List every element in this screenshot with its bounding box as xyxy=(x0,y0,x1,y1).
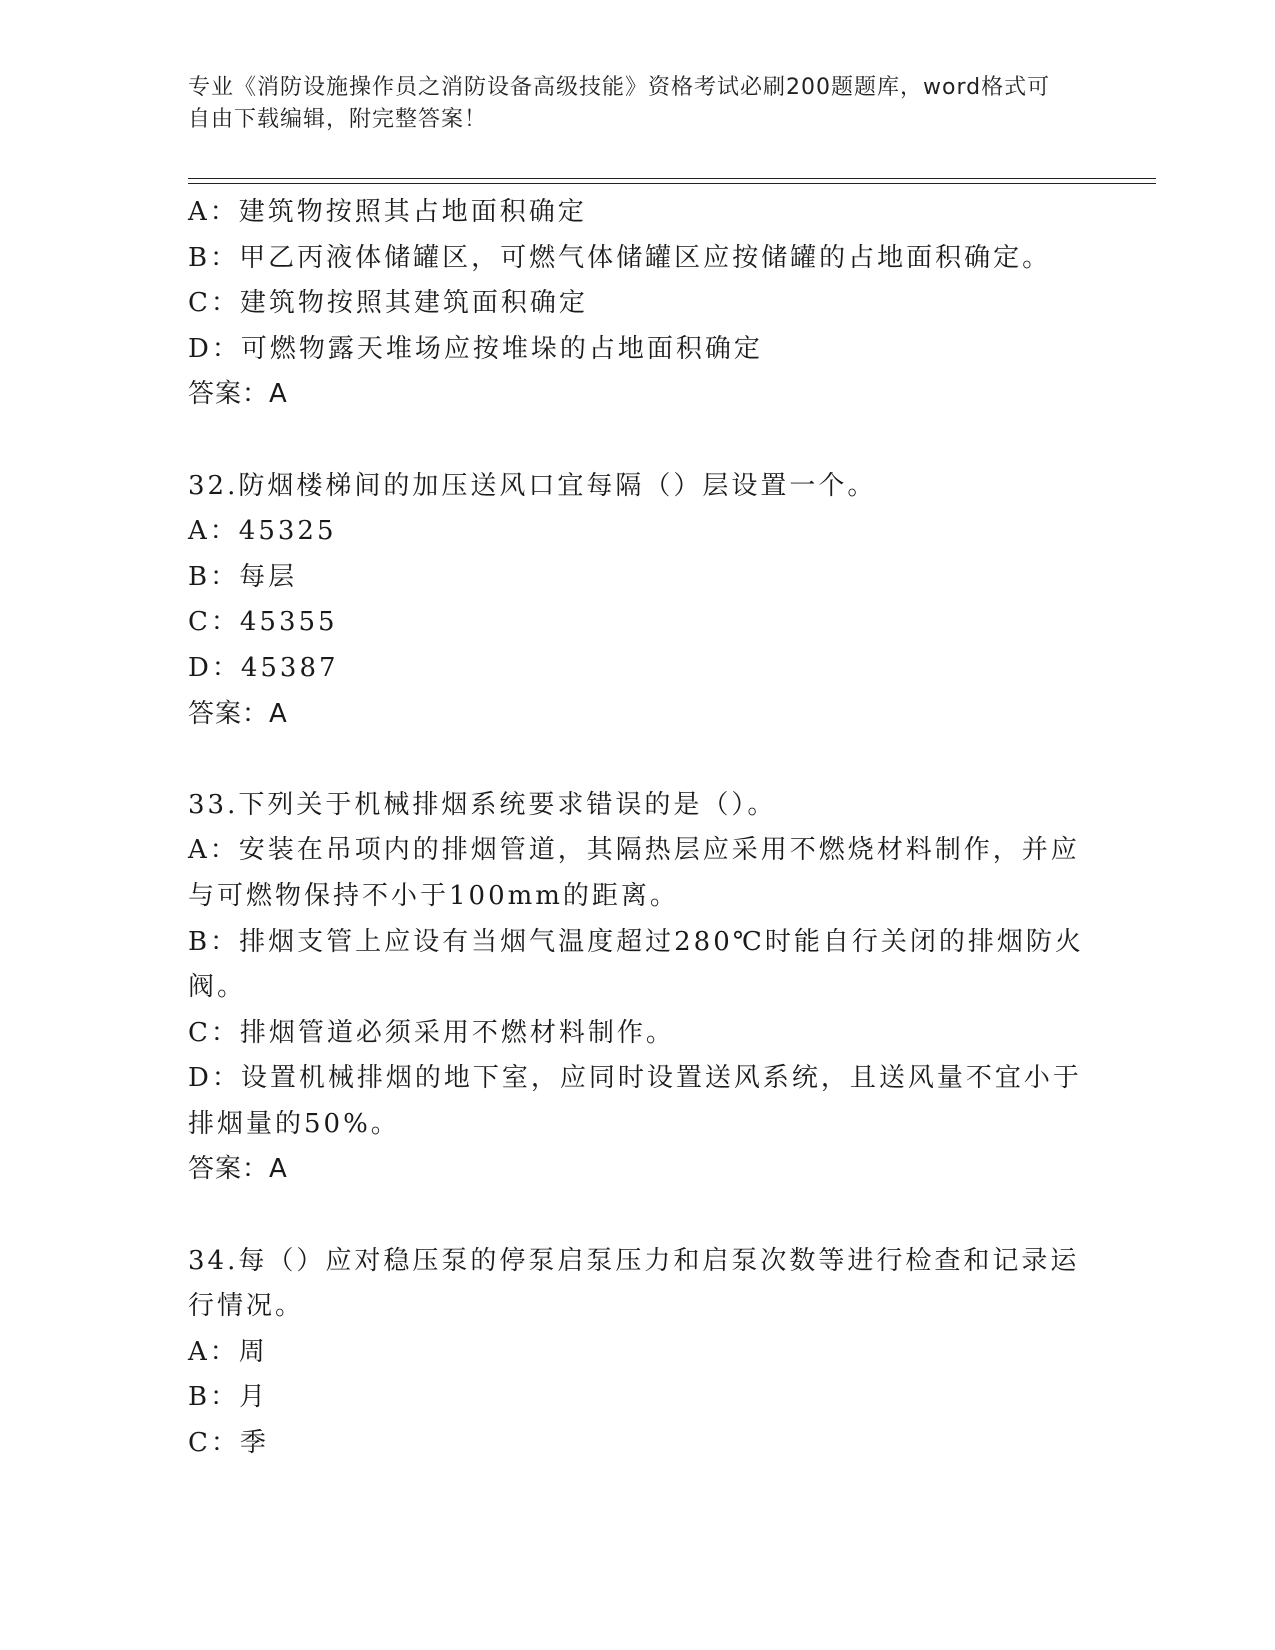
question-text: 34.每（）应对稳压泵的停泵启泵压力和启泵次数等进行检查和记录运行情况。 xyxy=(188,1245,1080,1322)
option-a: A：安装在吊项内的排烟管道，其隔热层应采用不燃烧材料制作，并应与可燃物保持不小于100mm的距离。 xyxy=(188,835,1080,911)
spacer xyxy=(188,418,1088,464)
option-d: D：设置机械排烟的地下室，应同时设置送风系统，且送风量不宜小于排烟量的50%。 xyxy=(188,1063,1082,1139)
option-d: D：可燃物露天堆场应按堆垛的占地面积确定 xyxy=(188,333,763,364)
option-a: A：45325 xyxy=(188,516,337,547)
option-a: A：周 xyxy=(188,1336,268,1367)
document-header: 专业《消防设施操作员之消防设备高级技能》资格考试必刷200题题库，word格式可自由下载编辑，附完整答案！ xyxy=(188,75,1051,132)
spacer xyxy=(188,1193,1088,1239)
question-text: 32.防烟楼梯间的加压送风口宜每隔（）层设置一个。 xyxy=(188,470,877,501)
option-c: C：45355 xyxy=(188,607,338,638)
option-b: B：月 xyxy=(188,1382,269,1413)
option-a: A：建筑物按照其占地面积确定 xyxy=(188,197,587,227)
question-text: 33.下列关于机械排烟系统要求错误的是（）。 xyxy=(188,789,777,820)
option-c: C：季 xyxy=(188,1428,269,1459)
question-34 xyxy=(188,1239,1088,1467)
option-c: C：建筑物按照其建筑面积确定 xyxy=(188,288,588,319)
answer: 答案：A xyxy=(188,379,288,410)
option-d: D：45387 xyxy=(188,652,339,683)
header-rule-top xyxy=(188,178,1156,179)
option-c: C：排烟管道必须采用不燃材料制作。 xyxy=(188,1017,675,1048)
option-b: B：排烟支管上应设有当烟气温度超过280℃时能自行关闭的排烟防火阀。 xyxy=(188,926,1084,1003)
answer: 答案：A xyxy=(188,698,288,729)
answer: 答案：A xyxy=(188,1154,288,1185)
option-b: B：每层 xyxy=(188,561,298,592)
spacer xyxy=(188,737,1088,783)
question-31 xyxy=(188,190,1088,418)
question-33 xyxy=(188,783,1088,1193)
question-32 xyxy=(188,464,1088,738)
option-b: B：甲乙丙液体储罐区，可燃气体储罐区应按储罐的占地面积确定。 xyxy=(188,242,1052,273)
header-rule-bottom xyxy=(188,183,1156,184)
question-content xyxy=(188,190,1088,1467)
